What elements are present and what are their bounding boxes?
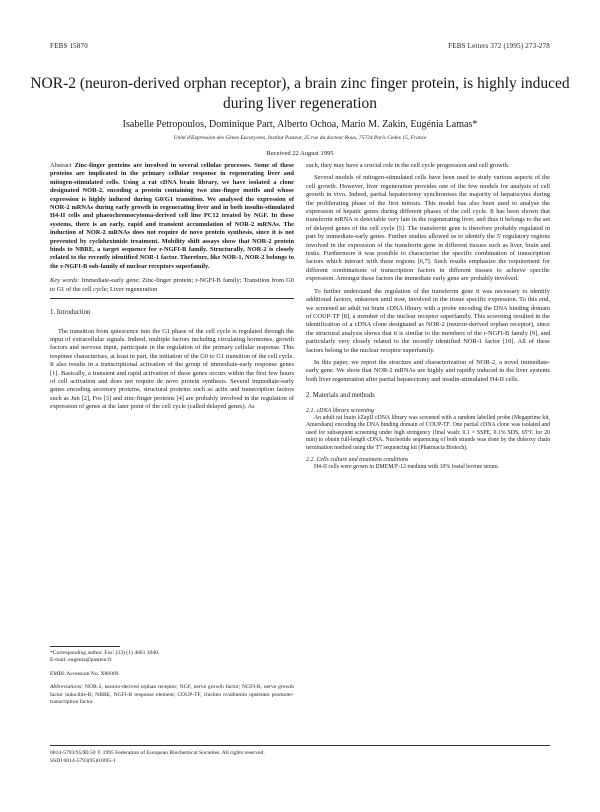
abbreviations-text: NOR-2, neuron-derived orphan receptor; NGF, nerve growth factor; NGFI-B, nerve growth factor inducible-B; NBRE, NGFI-B response element; COUP-TF, chicken ovalbumin upstream promoter-transcription factor.	[50, 684, 294, 706]
abstract	[50, 162, 294, 271]
bottom-divider	[50, 745, 550, 746]
keywords	[50, 277, 294, 294]
right-paragraph-2: Several models of mitogen-stimulated cells have been used to study various aspects of the cell growth. However, liver regeneration provides one of the few models for analysis of cell growth in vivo. Indeed, partial hepatectomy synchronises the majority of hepatocytes during the proliferating phase of the first mitosis. This model has also been used to analyse the expression of hepatic genes during different phases of the cell cycle. It has been shown that transferrin mRNA is detectable very late in the regenerating liver, and thus it belongs to the set of delayed genes of the cell cycle [5]. The transferrin gene is therefore probably regulated in part by immediate-early genes. Further studies allowed us to identify the 5' regulatory regions involved in the expression of the transferrin gene in different tissues such as liver, brain and testis. Furthermore it was possible to characterise the specific combination of transcription factors which interact with these regions [6,7]. Such results emphasize the requirement for different combinations of transcription factors in different tissues to achieve specific expression. Amongst these factors the immediate early gene are probably involved.	[306, 174, 550, 283]
right-paragraph-1: such, they may have a crucial role in the cell cycle progression and cell growth.	[306, 162, 510, 169]
footnote-corresponding: *Corresponding author. Fax: (33) (1) 4061 3040.	[50, 650, 160, 656]
article-title: NOR-2 (neuron-derived orphan receptor), a brain zinc finger protein, is highly induced during liver regeneration	[30, 75, 570, 112]
keywords-label: Key words:	[50, 277, 80, 285]
intro-paragraph: The transition from quiescence into the G1 phase of the cell cycle is regulated through the input of extracellular signals. Indeed, multiple factors including circulating hormones, growth factors and nervous input, participate in the regulation of the primary cellular response. This response characterises, at least in part, the initiation of the G0 to G1 transition of the cell cycle. It also results in a transcriptional activation of the group of immediate-early response genes [1]. Basically, a transient and rapid activation of these genes occurs within the first few hours of cell activation and does not require de novo protein synthesis. Several immediate-early genes encoding secretory proteins, structural proteins such as actin and transcription factors such as Jun [2], Fos [3] and zinc-finger proteins [4] are probably involved in the regulation of expression of genes at the later point of the cell cycle (called delayed genes). As	[50, 327, 294, 411]
subsection-text-2: H4-II cells were grown in DMEM/F-12 medium with 10% foetal bovine serum.	[314, 464, 500, 471]
footnote-rule	[50, 646, 120, 647]
author-list: Isabelle Petropoulos, Dominique Part, Alberto Ochoa, Mario M. Zakin, Eugénia Lamas*	[122, 119, 478, 130]
abstract-text: Zinc-finger proteins are involved in several cellular processes. Some of these proteins are implicated in the primary cellular response in regenerating liver and mitogen-stimulated cells. Using a rat cDNA brain library, we have isolated a clone designated NOR-2, encoding a protein containing two zinc-finger motifs and whose expression is highly induced during G0/G1 transition. We analysed the expression of NOR-2 mRNAs during early growth in regenerating liver and in both insulin-stimulated H4-II cells and phaeochromocytoma-derived cell line PC12 treated by NGF. In these systems, there is an early, rapid and transient accumulation of NOR-2 mRNAs. The induction of NOR-2 mRNAs does not require de novo protein synthesis, since it is not prevented by cycloheximide treatment. Mobility shift assays show that NOR-2 protein binds to NBRE, a target sequence for r-NGFI-B family. Structurally, NOR-2 is closely related to the recently identified NOR-1 factor. Therefore, like NOR-1, NOR-2 belongs to the r-NGFI-B sub-family of nuclear receptors superfamily.	[50, 162, 294, 270]
intro-heading: 1. Introduction	[50, 309, 91, 317]
copyright-line: 0014-5793/95/$9.50 © 1995 Federation of European Biochemical Societies. All rights reserved.	[50, 750, 265, 756]
footnotes	[50, 646, 294, 706]
affiliation: Unité d'Expression des Gènes Eucaryotes, Institut Pasteur, 25 rue du docteur Roux, 75724 Paris Cedex 15, France	[173, 135, 427, 141]
keywords-text: Immediate-early gene; Zinc-finger protein; r-NGFI-B family; Transition from G0 to G1 of the cell cycle; Liver regeneration	[50, 277, 294, 293]
keywords-divider	[50, 298, 294, 299]
subsection-heading-2: 2.2. Cells culture and treatment conditions	[306, 457, 409, 463]
running-header-left: FEBS 15870	[50, 42, 88, 50]
running-header-right: FEBS Letters 372 (1995) 273-278	[448, 42, 550, 50]
right-paragraph-3: To further understand the regulation of the transferrin gene it was necessary to identify additional factors, unknown until now, involved in the tissue specific expression. To this end, we screened an adult rat brain cDNA library with a probe encoding the DNA binding domain of COUP-TF [8], a member of the nuclear receptor superfamily. This screening resulted in the identification of a cDNA clone designated as NOR-2 (neuron-derived orphan receptor), since the structural analysis shows that it is similar to the members of the r-NGFI-B family [9], and particularly very closely related to the recently identified NOR-1 factor [10]. All of these factors belong to the nuclear receptor superfamily.	[306, 287, 550, 354]
subsection-text-1: An adult rat brain λZapII cDNA library was screened with a random labelled probe (Megaprime kit, Amersham) encoding the DNA binding domain of COUP-TF. One partial cDNA clone was isolated and used for subsequent screening under high stringency (final wash: 0.1 × SSPE, 0.1% SDS, 65°C for 20 min) to obtain full-length cDNA. Nucleotide sequencing of both strands was done by the dideoxy chain termination method using the T7 sequencing kit (Pharmacia Biotech).	[306, 414, 550, 451]
abbreviations-label: Abbreviations:	[50, 684, 84, 691]
abstract-label: Abstract	[50, 162, 72, 169]
left-column	[50, 162, 294, 416]
ssdi-line: SSDI 0014-5793(95)01095-1	[50, 758, 116, 764]
right-column	[306, 162, 550, 476]
received-date: Received 22 August 1995	[266, 150, 334, 157]
footnote-email: E-mail: eugenia@pasteur.fr	[50, 657, 112, 664]
subsection-heading-1: 2.1. cDNA library screening	[306, 407, 374, 414]
footnote-embl: EMBL Accession No. X86009.	[50, 670, 120, 677]
methods-heading: 2. Materials and methods	[306, 392, 375, 400]
right-paragraph-4: In this paper, we report the structure and characterization of NOR-2, a novel immediate-early gene. We show that NOR-2 mRNAs are highly and rapidly induced in the liver systems both liver regeneration after partial hepatectomy and insulin-stimulated H4-II cells.	[306, 358, 550, 383]
bottom-rule	[50, 745, 550, 746]
footnote-abbreviations	[50, 684, 294, 706]
